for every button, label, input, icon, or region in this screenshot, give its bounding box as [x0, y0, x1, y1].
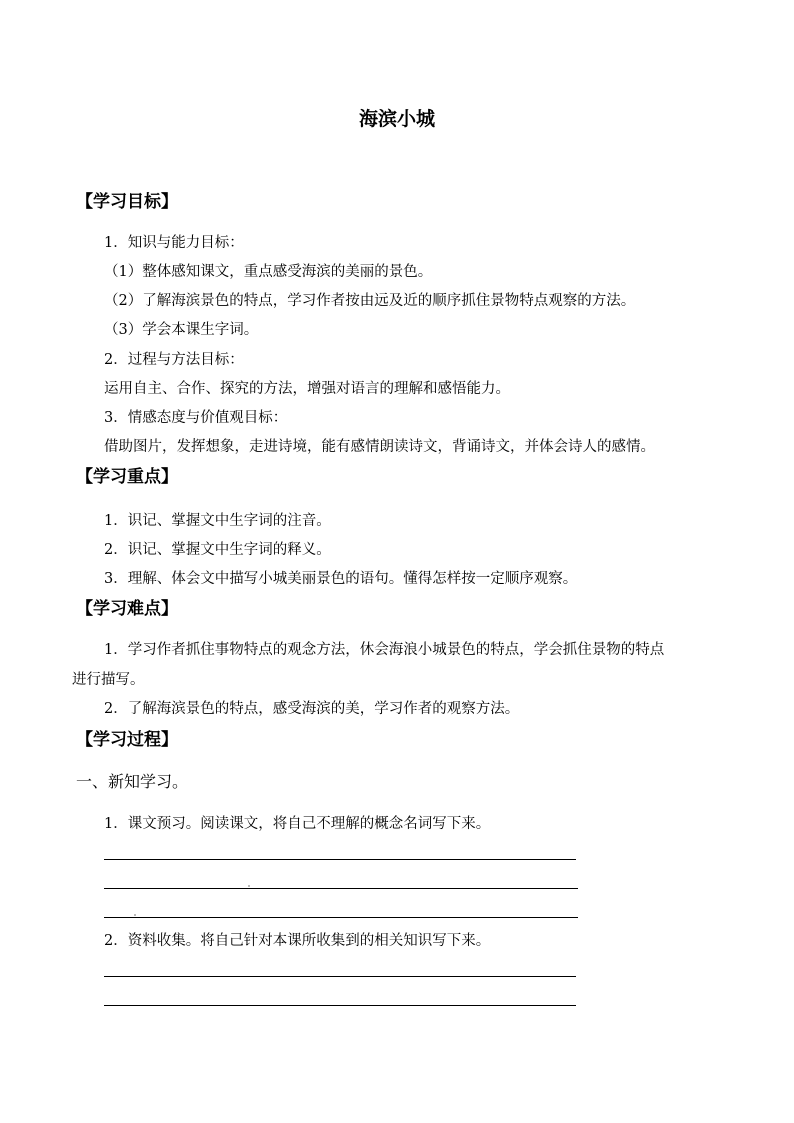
answer-line[interactable]	[104, 917, 578, 918]
objective-line: 借助图片，发挥想象，走进诗境，能有感情朗读诗文，背诵诗文，并体会诗人的感情。	[104, 439, 655, 455]
objective-line: 运用自主、合作、探究的方法，增强对语言的理解和感悟能力。	[104, 381, 510, 397]
page-title: 海滨小城	[358, 108, 435, 130]
objective-line: （1）整体感知课文，重点感受海滨的美丽的景色。	[104, 264, 433, 280]
objective-line: （3）学会本课生字词。	[104, 322, 259, 338]
section-heading-difficulties: 【学习难点】	[76, 599, 178, 619]
section-heading-process: 【学习过程】	[76, 730, 178, 750]
answer-line[interactable]	[104, 888, 578, 889]
process-subheading: 一、新知学习。	[76, 772, 189, 791]
objective-line: 3．情感态度与价值观目标：	[104, 410, 288, 426]
answer-line[interactable]	[104, 859, 576, 860]
process-line: 2．资料收集。将自己针对本课所收集到的相关知识写下来。	[104, 933, 491, 949]
answer-line[interactable]	[104, 976, 576, 977]
section-heading-key-points: 【学习重点】	[76, 467, 178, 487]
key-point-line: 1．识记、掌握文中生字词的注音。	[104, 513, 331, 529]
difficulty-line: 进行描写。	[72, 672, 145, 688]
section-heading-objectives: 【学习目标】	[76, 192, 178, 212]
faint-mark	[248, 885, 250, 887]
answer-line[interactable]	[104, 1005, 576, 1006]
objective-line: （2）了解海滨景色的特点，学习作者按由远及近的顺序抓住景物特点观察的方法。	[104, 293, 636, 309]
objective-line: 1．知识与能力目标：	[104, 235, 244, 251]
key-point-line: 3．理解、体会文中描写小城美丽景色的语句。懂得怎样按一定顺序观察。	[104, 571, 578, 587]
difficulty-line: 1．学习作者抓住事物特点的观念方法，休会海浪小城景色的特点，学会抓住景物的特点	[104, 642, 665, 658]
objective-line: 2．过程与方法目标：	[104, 352, 244, 368]
difficulty-line: 2．了解海滨景色的特点，感受海滨的美，学习作者的观察方法。	[104, 701, 520, 717]
faint-mark	[134, 914, 136, 916]
key-point-line: 2．识记、掌握文中生字词的释义。	[104, 542, 331, 558]
process-line: 1．课文预习。阅读课文，将自己不理解的概念名词写下来。	[104, 816, 491, 832]
